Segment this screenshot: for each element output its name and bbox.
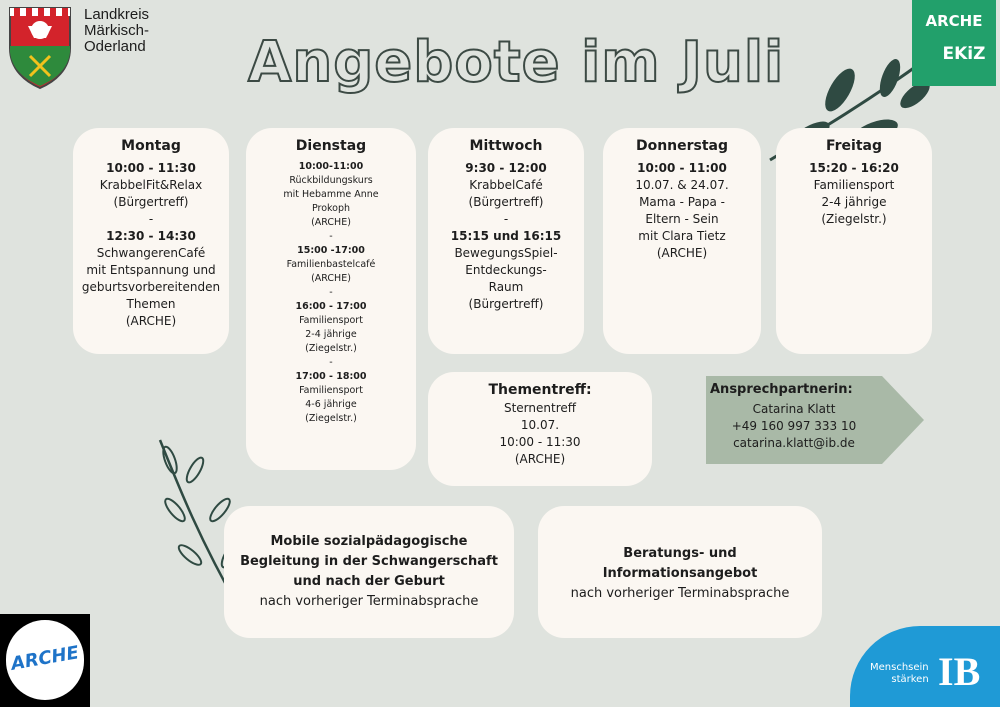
text-line: (ARCHE) [311,273,351,284]
mobile-line-2: Begleitung in der Schwangerschaft [240,554,498,569]
text-line: (ARCHE) [125,314,177,328]
themen-title: Thementreff: [488,382,592,398]
text-line: SchwangerenCafé [96,246,206,260]
card-mobile-begleitung [224,506,514,638]
text-line: Sternentreff [503,401,577,415]
text-line: (ARCHE) [514,452,566,466]
day-lines [73,160,229,330]
text-line: - [148,212,154,226]
mobile-line-4: nach vorheriger Terminabsprache [259,594,479,609]
page-title: Angebote im Juli [248,30,785,95]
text-line: 17:00 - 18:00 [295,371,367,382]
day-title: Mittwoch [469,138,543,154]
text-line: 10:00 - 11:30 [499,435,581,449]
text-line: 10.07. & 24.07. [635,178,729,192]
contact-title: Ansprechpartnerin: [710,382,853,397]
card-donnerstag [603,128,761,354]
arche-logo [0,614,90,707]
card-thementreff [428,372,652,486]
arche-badge-bottom: EKiZ [942,44,986,64]
day-lines [428,160,584,313]
contact-email[interactable]: catarina.klatt@ib.de [733,436,855,450]
text-line: mit Clara Tietz [638,229,726,243]
arche-logo-text: ARCHE [9,642,81,675]
card-montag [73,128,229,354]
text-line: 10:00-11:00 [298,161,364,172]
text-line: Rückbildungskurs [289,175,373,186]
contact-name: Catarina Klatt [752,402,836,416]
text-line: 10:00 - 11:00 [637,161,727,175]
text-line: geburtsvorbereitenden [81,280,221,294]
text-line: (ARCHE) [311,217,351,228]
coat-of-arms-logo [6,4,74,90]
ib-logo [850,626,1000,707]
text-line: - [329,287,333,298]
text-line: 15:00 -17:00 [297,245,365,256]
card-dienstag [246,128,416,470]
district-line-2: Märkisch- [84,22,150,39]
text-line: - [329,231,333,242]
text-line: KrabbelCafé [469,178,543,192]
district-name [84,7,149,55]
text-line: (Ziegelstr.) [305,413,357,424]
text-line: BewegungsSpiel- [454,246,558,260]
beratung-line-3: nach vorheriger Terminabsprache [570,586,790,601]
text-line: 10:00 - 11:30 [106,161,196,175]
text-line: Themen [126,297,176,311]
text-line: (Ziegelstr.) [305,343,357,354]
day-title: Dienstag [295,138,367,154]
text-line: Familiensport [299,385,363,396]
day-lines [776,160,932,228]
ib-slogan-2: stärken [891,674,929,685]
text-line: (Bürgertreff) [468,297,544,311]
text-line: mit Entspannung und [86,263,216,277]
text-line: 2-4 jährige [305,329,357,340]
day-lines [603,160,761,262]
text-line: (Bürgertreff) [468,195,544,209]
arche-ekiz-badge [912,0,996,86]
day-title: Freitag [825,138,883,154]
arche-badge-top: ARCHE [925,12,983,30]
contact-phone: +49 160 997 333 10 [731,419,857,433]
card-mittwoch [428,128,584,354]
text-line: Familiensport [299,315,363,326]
mobile-line-3: und nach der Geburt [293,574,445,589]
ib-logo-mark: IB [938,649,981,694]
text-line: (Bürgertreff) [113,195,189,209]
contact-box [706,376,924,464]
text-line: Entdeckungs- [465,263,547,277]
mobile-line-1: Mobile sozialpädagogische [270,534,468,549]
day-title: Montag [121,138,181,154]
beratung-line-1: Beratungs- und [623,546,737,561]
card-freitag [776,128,932,354]
text-line: 10.07. [520,418,560,432]
card-beratung [538,506,822,638]
text-line: Mama - Papa - [639,195,725,209]
text-line: - [329,357,333,368]
text-line: (ARCHE) [656,246,708,260]
text-line: KrabbelFit&Relax [99,178,203,192]
text-line: 9:30 - 12:00 [465,161,547,175]
day-title: Donnerstag [635,138,729,154]
text-line: 2-4 jährige [821,195,887,209]
text-line: 16:00 - 17:00 [295,301,367,312]
text-line: mit Hebamme Anne [283,189,379,200]
text-line: - [503,212,509,226]
text-line: Raum [488,280,524,294]
beratung-line-2: Informationsangebot [602,566,758,581]
text-line: (Ziegelstr.) [821,212,887,226]
text-line: Eltern - Sein [645,212,719,226]
text-line: Prokoph [311,203,351,214]
district-line-1: Landkreis [84,6,150,23]
text-line: 15:15 und 16:15 [450,229,562,243]
day-lines [246,160,416,426]
ib-slogan-1: Menschsein [870,662,929,673]
text-line: 12:30 - 14:30 [106,229,196,243]
text-line: 15:20 - 16:20 [809,161,899,175]
themen-lines [428,400,652,468]
text-line: Familienbastelcafé [286,259,376,270]
text-line: Familiensport [813,178,895,192]
district-line-3: Oderland [84,38,146,55]
text-line: 4-6 jährige [305,399,357,410]
